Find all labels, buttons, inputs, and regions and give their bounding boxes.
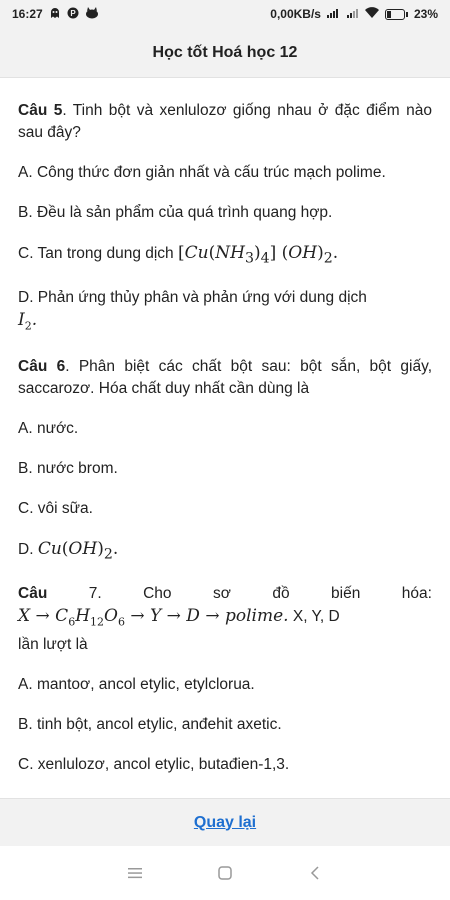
formula-schweizer-reagent: $[Cu(NH_3)_4]$ $(OH)_2$. xyxy=(178,243,339,267)
status-right xyxy=(270,7,438,21)
formula-iodine: $I_2$. xyxy=(18,310,38,333)
word: hóa: xyxy=(401,585,432,603)
option-label: C. Tan trong dung dịch xyxy=(18,245,178,262)
app-bar xyxy=(0,28,450,78)
signal-icon xyxy=(327,7,341,21)
question-text: X, Y, D xyxy=(288,608,340,626)
formula-copper-hydroxide: Cu xyxy=(37,538,62,559)
question-number: Câu 6 xyxy=(18,357,66,375)
question-line-3: lần lượt là xyxy=(18,635,88,653)
option-c: C. vôi sữa. xyxy=(18,499,93,517)
svg-text:P: P xyxy=(70,8,76,18)
question-text: . Tinh bột và xenlulozơ giống nhau ở đặc điểm nào sau đây? xyxy=(18,102,432,141)
wifi-icon xyxy=(365,7,379,21)
question-number: Câu 5 xyxy=(18,102,63,119)
word: biến xyxy=(331,585,361,603)
cat-icon xyxy=(85,7,99,22)
menu-icon[interactable] xyxy=(115,858,155,888)
bottom-bar xyxy=(0,798,450,846)
option-label: D. Phản ứng thủy phân và phản ứng với dung dịch xyxy=(18,289,367,307)
ghost-icon xyxy=(49,7,61,22)
option-a: A. Công thức đơn giản nhất và cấu trúc mạch polime. xyxy=(18,164,386,181)
option-d: D. $Cu(OH)_2$. xyxy=(18,538,119,563)
page-title: Học tốt Hoá học 12 xyxy=(152,43,298,61)
question-number-digit: 7. xyxy=(88,585,102,603)
conversion-scheme: $X \to C_6H_{12}O_6 \to Y \to D \to polime$. xyxy=(18,606,289,629)
word: đồ xyxy=(272,585,290,603)
lesson-content[interactable] xyxy=(0,78,450,798)
battery-icon xyxy=(385,9,408,20)
network-speed: 0,00KB/s xyxy=(270,7,321,21)
option-b: B. Đều là sản phẩm của quá trình quang hợp. xyxy=(18,204,333,221)
word: sơ xyxy=(212,585,231,603)
option-a: A. mantoơ, ancol etylic, etylclorua. xyxy=(18,675,255,693)
home-icon[interactable] xyxy=(205,858,245,888)
question-7 xyxy=(18,583,432,655)
status-bar xyxy=(0,0,450,28)
question-6 xyxy=(18,356,432,400)
question-5 xyxy=(18,100,432,144)
word: Cho xyxy=(143,585,172,603)
back-button[interactable]: Quay lại xyxy=(193,813,257,831)
battery-percent: 23% xyxy=(413,7,438,21)
option-b: B. nước brom. xyxy=(18,459,118,477)
status-time: 16:27 xyxy=(12,7,43,21)
question-line-2 xyxy=(18,605,432,633)
p-icon xyxy=(67,7,79,22)
question-text: . Phân biệt các chất bột sau: bột sắn, bột giấy, saccarozơ. Hóa chất duy nhất cần dùng là xyxy=(18,357,432,397)
question-number: Câu xyxy=(18,585,48,603)
option-a: A. nước. xyxy=(18,419,79,437)
option-c xyxy=(18,242,432,269)
signal-icon-2 xyxy=(347,7,359,21)
back-icon[interactable] xyxy=(295,858,335,888)
question-line-1 xyxy=(18,583,432,605)
option-label: D. xyxy=(18,540,38,558)
option-b: B. tinh bột, ancol etylic, anđehit axetic. xyxy=(18,715,282,733)
option-d xyxy=(18,287,432,337)
status-left xyxy=(12,7,99,22)
option-c: C. xenlulozơ, ancol etylic, butađien-1,3. xyxy=(18,755,290,773)
system-nav-bar xyxy=(0,846,450,900)
